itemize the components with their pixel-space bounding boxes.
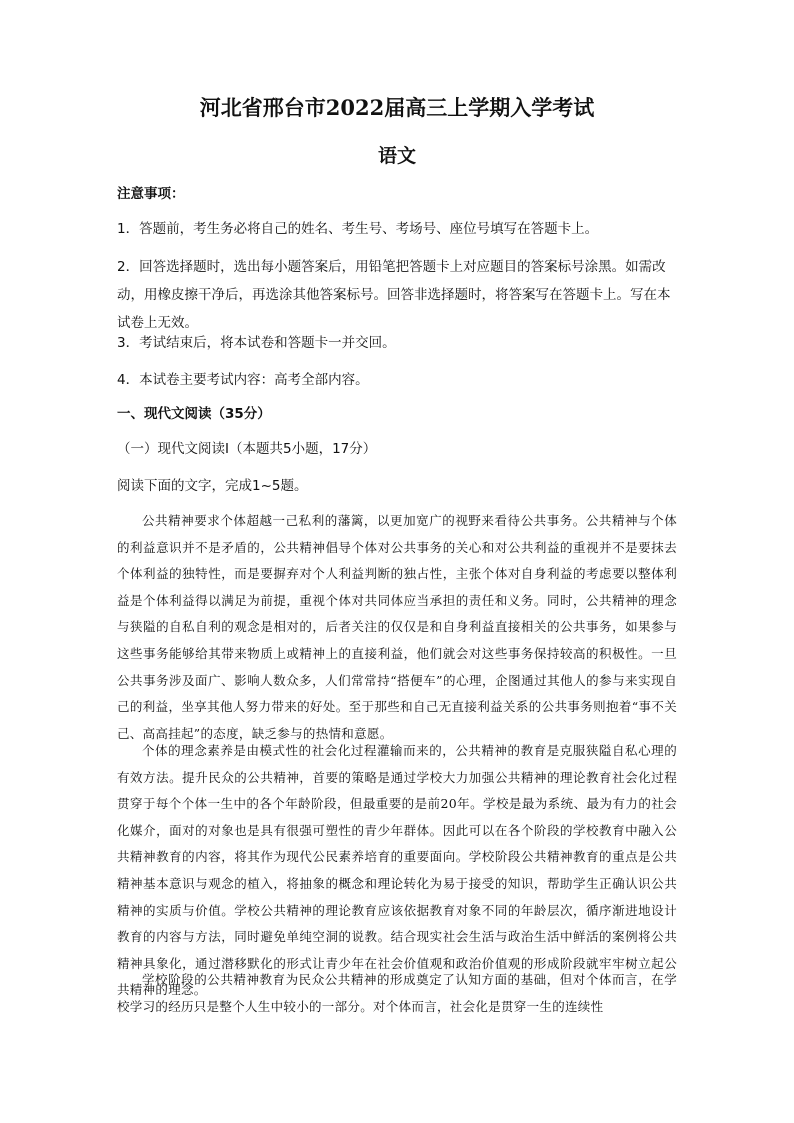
subject-title: 语文 — [377, 145, 416, 167]
passage-paragraph: 个体的理念素养是由模式性的社会化过程灌输而来的，公共精神的教育是克服狭隘自私心理的有效方法。提升民众的公共精神，首要的策略是通过学校大力加强公共精神的理论教育社会化过程贯穿于每个个体一生中的各个年龄阶段，但最重要的是前20年。学校是最为系统、最为有力的社会化媒介，面对的对象也是具有很强可塑性的青少年群体。因此可以在各个阶段的学校教育中融入公共精神教育的内容，将其作为现代公民素养培育的重要面向。学校阶段公共精神教育的重点是公共精神基本意识与观念的植入，将抽象的概念和理论转化为易于接受的知识，帮助学生正确认识公共精神的实质与价值。学校公共精神的理论教育应该依据教育对象不同的年龄层次，循序渐进地设计教育的内容与方法，同时避免单纯空洞的说教。结合现实社会生活与政治生活中鲜活的案例将公共精神具象化，通过潜移默化的形式让青少年在社会价值观和政治价值观的形成阶段就牢牢树立起公共精神的理念。 — [117, 743, 677, 998]
note-item-2: 2．回答选择题时，选出每小题答案后，用铅笔把答题卡上对应题目的答案标号涂黑。如需改动，用橡皮擦干净后，再选涂其他答案标号。回答非选择题时，将答案写在答题卡上。写在本试卷上无效。 — [117, 259, 671, 331]
part-heading: （一）现代文阅读Ⅰ（本题共5小题，17分） — [117, 441, 377, 457]
passage-paragraph: 学校阶段的公共精神教育为民众公共精神的形成奠定了认知方面的基础，但对个体而言，在学校学习的经历只是整个人生中较小的一部分。对个体而言，社会化是贯穿一生的连续性 — [117, 972, 677, 1014]
reading-instruction: 阅读下面的文字，完成1~5题。 — [117, 478, 308, 494]
passage-paragraph: 公共精神要求个体超越一己私利的藩篱，以更加宽广的视野来看待公共事务。公共精神与个体的利益意识并不是矛盾的，公共精神倡导个体对公共事务的关心和对公共利益的重视并不是要抹去个体利益的独特性，而是要摒弃对个人利益判断的独占性，主张个体对自身利益的考虑要以整体利益是个体利益得以满足为前提，重视个体对共同体应当承担的责任和义务。同时，公共精神的理念与狭隘的自私自利的观念是相对的，后者关注的仅仅是和自身利益直接相关的公共事务，如果参与这些事务能够给其带来物质上或精神上的直接利益，他们就会对这些事务保持较高的积极性。一旦公共事务涉及面广、影响人数众多，人们常常持“搭便车”的心理，企图通过其他人的参与来实现自己的利益，坐享其他人努力带来的好处。至于那些和自己无直接利益关系的公共事务则抱着“事不关己、高高挂起”的态度，缺乏参与的热情和意愿。 — [117, 513, 677, 741]
section-heading: 一、现代文阅读（35分） — [117, 406, 271, 422]
note-item-4: 4．本试卷主要考试内容：高考全部内容。 — [117, 372, 369, 388]
notes-heading: 注意事项： — [117, 186, 185, 202]
document-title: 河北省邢台市2022届高三上学期入学考试 — [199, 95, 595, 120]
note-item-1: 1．答题前，考生务必将自己的姓名、考生号、考场号、座位号填写在答题卡上。 — [117, 221, 599, 237]
note-item-3: 3．考试结束后，将本试卷和答题卡一并交回。 — [117, 335, 396, 351]
